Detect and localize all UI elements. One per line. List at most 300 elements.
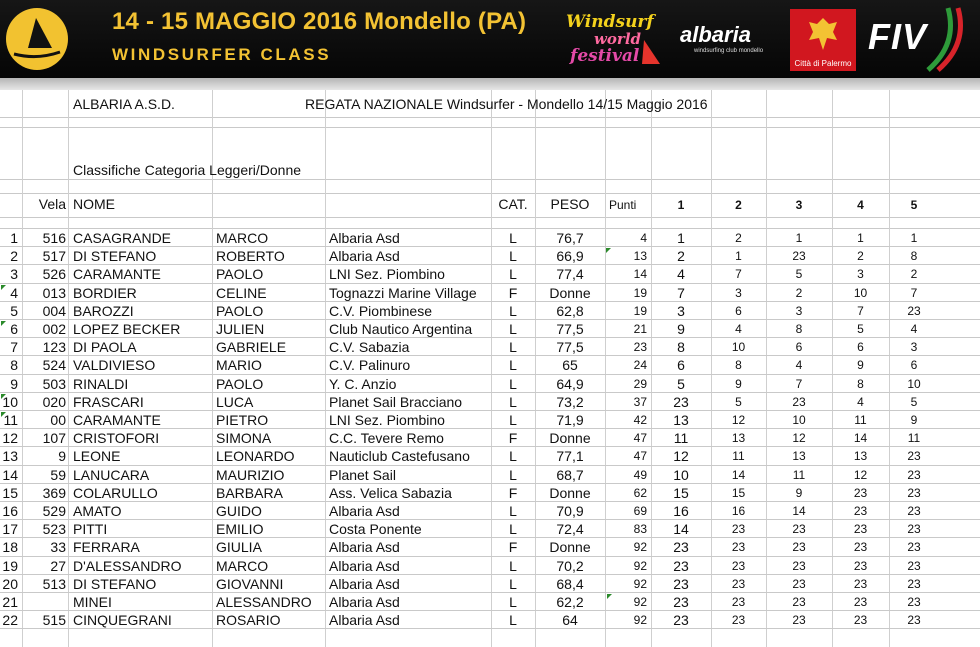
club-name: ALBARIA A.S.D. xyxy=(73,96,175,112)
festival-sail-icon xyxy=(640,38,662,68)
festival-line-1: Windsurf xyxy=(566,12,654,32)
cell-race-2: 1 xyxy=(735,249,742,264)
cell-race-5: 23 xyxy=(907,467,921,482)
cell-pos: 7 xyxy=(10,339,18,356)
cell-nome: MARCO xyxy=(216,230,269,246)
cell-race-5: 23 xyxy=(907,595,921,609)
cell-cat: L xyxy=(509,521,517,538)
cell-peso: Donne xyxy=(549,484,591,501)
cell-cat: L xyxy=(509,357,517,374)
cell-cognome: LANUCARA xyxy=(73,466,150,483)
cell-vela: 020 xyxy=(42,393,66,410)
cell-nome: PIETRO xyxy=(216,412,269,428)
cell-race-3: 11 xyxy=(792,467,806,482)
cell-race-3: 23 xyxy=(792,522,806,537)
cell-race-2: 4 xyxy=(735,322,742,336)
cell-pos: 22 xyxy=(2,612,18,629)
cell-cognome: CASAGRANDE xyxy=(73,230,172,246)
cell-nome: CELINE xyxy=(216,284,267,301)
cell-cognome: BORDIER xyxy=(73,284,137,301)
cell-nome: JULIEN xyxy=(216,321,265,337)
cell-cognome: MINEI xyxy=(73,594,112,610)
cell-race-4: 11 xyxy=(854,413,867,427)
cell-race-3: 10 xyxy=(792,413,806,427)
cell-vela: 123 xyxy=(42,339,66,356)
cell-pos: 20 xyxy=(2,575,18,592)
cell-cat: F xyxy=(508,430,518,447)
cell-cognome: DI STEFANO xyxy=(73,248,157,265)
cell-race-1: 4 xyxy=(677,266,685,283)
cell-pos: 14 xyxy=(2,466,18,483)
cell-vela: 529 xyxy=(42,503,66,519)
cell-punti: 92 xyxy=(633,558,647,573)
cell-pos: 8 xyxy=(10,357,18,374)
cell-vela: 513 xyxy=(42,575,66,592)
cell-punti: 69 xyxy=(633,504,647,518)
cell-punti: 4 xyxy=(640,231,647,245)
cell-race-4: 5 xyxy=(857,322,864,336)
cell-nome: LEONARDO xyxy=(216,448,295,465)
cell-race-3: 23 xyxy=(792,595,806,609)
cell-club: C.V. Sabazia xyxy=(329,339,410,356)
cell-nome: PAOLO xyxy=(216,302,264,319)
cell-vela: 27 xyxy=(50,557,66,574)
sheet-top-strip xyxy=(0,78,980,90)
cell-race-1: 13 xyxy=(673,412,689,428)
cell-race-4: 9 xyxy=(857,358,864,373)
cell-club: Costa Ponente xyxy=(329,521,422,538)
cell-nome: EMILIO xyxy=(216,521,264,538)
cell-punti: 24 xyxy=(633,358,647,373)
cell-peso: 70,2 xyxy=(556,557,584,574)
cell-cognome: LEONE xyxy=(73,448,121,465)
cell-race-3: 2 xyxy=(795,285,803,300)
cell-cognome: RINALDI xyxy=(73,375,129,392)
col-header-race-1: 1 xyxy=(677,198,685,212)
col-header-race-4: 4 xyxy=(857,198,864,212)
cell-vela: 515 xyxy=(42,612,66,629)
cell-nome: LUCA xyxy=(216,393,254,410)
col-header-nome: NOME xyxy=(73,196,115,212)
cell-race-2: 16 xyxy=(731,504,746,518)
cell-race-4: 6 xyxy=(857,340,864,355)
cell-nome: GIULIA xyxy=(216,539,262,556)
cell-vela: 523 xyxy=(42,521,66,538)
cell-race-2: 23 xyxy=(731,595,746,609)
cell-race-4: 3 xyxy=(857,267,864,282)
cell-cat: L xyxy=(509,375,517,392)
cell-race-4: 23 xyxy=(853,595,868,609)
cell-race-5: 1 xyxy=(910,231,918,245)
cell-peso: 77,5 xyxy=(556,321,584,337)
cell-cat: L xyxy=(509,594,517,610)
cell-race-1: 16 xyxy=(673,503,689,519)
cell-club: Albaria Asd xyxy=(329,503,400,519)
fiv-swoosh-icon xyxy=(918,4,974,74)
cell-race-1: 23 xyxy=(673,557,689,574)
cell-race-4: 23 xyxy=(853,576,868,591)
cell-race-5: 23 xyxy=(907,540,921,555)
cell-cognome: LOPEZ BECKER xyxy=(73,321,181,337)
cell-peso: 65 xyxy=(562,357,578,374)
col-header-punti: Punti xyxy=(609,198,637,212)
cell-race-4: 12 xyxy=(853,467,868,482)
cell-race-4: 2 xyxy=(857,249,864,264)
cell-race-4: 13 xyxy=(853,449,868,464)
cell-race-5: 23 xyxy=(907,485,921,500)
cell-pos: 5 xyxy=(10,302,18,319)
cell-punti: 47 xyxy=(633,431,647,446)
cell-cat: L xyxy=(509,230,517,246)
festival-line-2: world xyxy=(594,30,642,48)
cell-pos: 18 xyxy=(2,539,18,556)
cell-vela: 516 xyxy=(42,230,66,246)
cell-cat: L xyxy=(509,302,517,319)
cell-vela: 369 xyxy=(42,484,66,501)
cell-race-1: 14 xyxy=(673,521,689,538)
cell-vela: 524 xyxy=(42,357,66,374)
cell-nome: GUIDO xyxy=(216,503,262,519)
cell-race-1: 5 xyxy=(677,375,685,392)
cell-race-1: 6 xyxy=(677,357,685,374)
cell-pos: 12 xyxy=(2,430,18,447)
cell-race-4: 10 xyxy=(853,285,868,300)
col-header-race-2: 2 xyxy=(735,198,742,212)
col-header-race-5: 5 xyxy=(910,198,918,212)
cell-cat: L xyxy=(509,575,517,592)
cell-race-2: 11 xyxy=(732,449,745,464)
cell-race-3: 13 xyxy=(792,449,806,464)
cell-cognome: CARAMANTE xyxy=(73,266,161,283)
cell-race-2: 3 xyxy=(735,285,742,300)
cell-cat: L xyxy=(509,466,517,483)
cell-race-3: 7 xyxy=(795,376,803,391)
cell-race-3: 3 xyxy=(795,303,803,318)
cell-peso: Donne xyxy=(549,284,591,301)
cell-race-1: 3 xyxy=(677,302,685,319)
cell-race-5: 3 xyxy=(910,340,918,355)
cell-peso: 64,9 xyxy=(556,375,584,392)
cell-vela: 107 xyxy=(42,430,66,447)
cell-race-1: 23 xyxy=(673,539,689,556)
cell-cat: L xyxy=(509,266,517,283)
cell-punti: 21 xyxy=(633,322,647,336)
cell-peso: 62,2 xyxy=(556,594,584,610)
cell-race-3: 4 xyxy=(795,358,803,373)
cell-pos: 19 xyxy=(2,557,18,574)
cell-cognome: CARAMANTE xyxy=(73,412,161,428)
cell-pos: 21 xyxy=(2,594,18,610)
cell-race-5: 10 xyxy=(907,376,921,391)
cell-punti: 19 xyxy=(633,303,647,318)
cell-race-4: 1 xyxy=(857,231,864,245)
event-banner xyxy=(0,0,980,78)
cell-race-5: 6 xyxy=(910,358,918,373)
cell-club: LNI Sez. Piombino xyxy=(329,412,445,428)
cell-vela: 33 xyxy=(50,539,66,556)
cell-nome: GIOVANNI xyxy=(216,575,284,592)
cell-race-3: 6 xyxy=(795,340,803,355)
cell-peso: 68,4 xyxy=(556,575,584,592)
cell-vela: 00 xyxy=(50,412,66,428)
cell-cognome: DI PAOLA xyxy=(73,339,137,356)
palermo-eagle-icon xyxy=(805,14,841,56)
cell-race-1: 23 xyxy=(673,575,689,592)
cell-race-4: 14 xyxy=(853,431,868,446)
cell-cat: L xyxy=(509,393,517,410)
cell-club: Albaria Asd xyxy=(329,594,400,610)
cell-nome: ROSARIO xyxy=(216,612,281,629)
cell-vela: 59 xyxy=(50,466,66,483)
cell-race-5: 5 xyxy=(910,394,918,409)
cell-race-2: 9 xyxy=(735,376,742,391)
cell-race-5: 23 xyxy=(907,449,921,464)
cell-race-3: 23 xyxy=(792,540,806,555)
cell-race-5: 11 xyxy=(907,431,921,446)
cell-vela: 517 xyxy=(42,248,66,265)
cell-peso: 77,5 xyxy=(556,339,584,356)
standings-sheet xyxy=(0,78,980,647)
cell-race-5: 4 xyxy=(910,322,918,336)
comment-marker xyxy=(1,394,6,399)
comment-marker xyxy=(1,321,6,326)
cell-race-2: 23 xyxy=(731,558,746,573)
cell-peso: 77,1 xyxy=(556,448,584,465)
cell-club: Albaria Asd xyxy=(329,612,400,629)
cell-punti: 47 xyxy=(633,449,647,464)
comment-marker xyxy=(1,412,6,417)
cell-cognome: FRASCARI xyxy=(73,393,144,410)
cell-race-1: 23 xyxy=(673,612,689,629)
cell-race-5: 23 xyxy=(907,558,921,573)
cell-cat: L xyxy=(509,248,517,265)
cell-race-3: 23 xyxy=(792,249,806,264)
cell-punti: 37 xyxy=(633,394,647,409)
cell-cat: L xyxy=(509,448,517,465)
cell-race-3: 23 xyxy=(792,394,806,409)
col-header-vela: Vela xyxy=(38,196,66,212)
cell-punti: 23 xyxy=(633,340,647,355)
cell-pos: 9 xyxy=(10,375,18,392)
cell-pos: 13 xyxy=(2,448,18,465)
cell-peso: Donne xyxy=(549,430,591,447)
cell-club: Planet Sail Bracciano xyxy=(329,393,463,410)
cell-race-5: 23 xyxy=(907,613,921,628)
cell-punti: 83 xyxy=(633,522,647,537)
cell-punti: 92 xyxy=(633,595,647,609)
cell-peso: 68,7 xyxy=(556,466,584,483)
cell-race-2: 8 xyxy=(735,358,742,373)
cell-punti: 62 xyxy=(633,485,647,500)
cell-race-5: 23 xyxy=(907,504,921,518)
cell-nome: PAOLO xyxy=(216,266,264,283)
cell-race-1: 23 xyxy=(673,393,689,410)
comment-marker xyxy=(606,248,611,253)
citta-di-palermo-logo xyxy=(790,9,856,71)
cell-race-5: 8 xyxy=(910,249,918,264)
cell-pos: 1 xyxy=(10,230,18,246)
cell-race-2: 23 xyxy=(731,613,746,628)
cell-punti: 49 xyxy=(633,467,647,482)
banner-subtitle: WINDSURFER CLASS xyxy=(112,45,332,64)
cell-cognome: VALDIVIESO xyxy=(73,357,156,374)
cell-race-2: 7 xyxy=(735,267,742,282)
cell-race-4: 23 xyxy=(853,540,868,555)
cell-nome: SIMONA xyxy=(216,430,272,447)
cell-club: Nauticlub Castefusano xyxy=(329,448,470,465)
cell-club: Albaria Asd xyxy=(329,575,400,592)
cell-punti: 92 xyxy=(633,540,647,555)
cell-race-1: 9 xyxy=(677,321,685,337)
comment-marker xyxy=(607,594,612,599)
cell-race-4: 8 xyxy=(857,376,864,391)
cell-vela: 503 xyxy=(42,375,66,392)
cell-race-1: 1 xyxy=(677,230,685,246)
col-header-peso: PESO xyxy=(550,196,590,212)
sheet-row-spacer-2 xyxy=(0,180,980,194)
cell-race-2: 23 xyxy=(731,540,746,555)
cell-cognome: PITTI xyxy=(73,521,108,538)
cell-punti: 13 xyxy=(633,249,647,264)
cell-race-3: 12 xyxy=(792,431,806,446)
cell-race-3: 23 xyxy=(792,613,806,628)
cell-race-3: 23 xyxy=(792,558,806,573)
cell-peso: 64 xyxy=(562,612,578,629)
cell-race-2: 23 xyxy=(731,576,746,591)
albaria-logo xyxy=(680,18,780,60)
cell-race-2: 10 xyxy=(731,340,746,355)
cell-race-1: 7 xyxy=(677,284,685,301)
cell-cat: L xyxy=(509,412,517,428)
cell-race-4: 4 xyxy=(857,394,864,409)
cell-race-2: 2 xyxy=(735,231,742,245)
cell-race-1: 8 xyxy=(677,339,685,356)
cell-punti: 29 xyxy=(633,376,647,391)
cell-nome: MARIO xyxy=(216,357,262,374)
cell-cognome: D'ALESSANDRO xyxy=(73,557,182,574)
cell-vela: 013 xyxy=(42,284,66,301)
sheet-row-spacer-3 xyxy=(0,218,980,229)
cell-cat: F xyxy=(508,539,518,556)
cell-punti: 42 xyxy=(633,413,647,427)
cell-peso: 76,7 xyxy=(556,230,584,246)
windsurfer-sail-icon xyxy=(6,8,68,70)
albaria-wordmark: albaria xyxy=(680,22,751,47)
cell-race-5: 9 xyxy=(910,413,918,427)
cell-club: Ass. Velica Sabazia xyxy=(329,484,452,501)
cell-club: Albaria Asd xyxy=(329,557,400,574)
cell-race-1: 2 xyxy=(677,248,685,265)
cell-club: LNI Sez. Piombino xyxy=(329,266,445,283)
cell-nome: MARCO xyxy=(216,557,269,574)
cell-club: Albaria Asd xyxy=(329,230,400,246)
cell-peso: 71,9 xyxy=(556,412,584,428)
cell-punti: 14 xyxy=(633,267,647,282)
cell-race-3: 5 xyxy=(795,267,803,282)
cell-race-1: 12 xyxy=(673,448,689,465)
cell-race-1: 15 xyxy=(673,484,689,501)
cell-race-1: 11 xyxy=(673,430,689,447)
cell-race-2: 15 xyxy=(731,485,746,500)
cell-race-4: 23 xyxy=(853,485,868,500)
cell-cat: L xyxy=(509,557,517,574)
cell-race-5: 23 xyxy=(907,522,921,537)
festival-line-3: festival xyxy=(570,46,640,66)
col-header-cat: CAT. xyxy=(498,196,528,212)
cell-peso: 73,2 xyxy=(556,393,584,410)
cell-pos: 16 xyxy=(2,503,18,519)
cell-race-4: 7 xyxy=(857,303,864,318)
cell-club: Albaria Asd xyxy=(329,248,400,265)
cell-race-3: 8 xyxy=(795,322,803,336)
cell-race-4: 23 xyxy=(853,522,868,537)
cell-cognome: BAROZZI xyxy=(73,302,134,319)
cell-cognome: CRISTOFORI xyxy=(73,430,160,447)
category-title: Classifiche Categoria Leggeri/Donne xyxy=(73,162,302,178)
cell-race-2: 6 xyxy=(735,303,742,318)
cell-punti: 92 xyxy=(633,576,647,591)
cell-club: Albaria Asd xyxy=(329,539,400,556)
cell-race-4: 23 xyxy=(853,613,868,628)
cell-pos: 11 xyxy=(3,412,18,428)
cell-club: C.C. Tevere Remo xyxy=(329,430,444,447)
cell-vela: 9 xyxy=(58,448,66,465)
cell-club: Club Nautico Argentina xyxy=(329,321,473,337)
cell-race-3: 23 xyxy=(792,576,806,591)
cell-race-2: 5 xyxy=(735,394,742,409)
comment-marker xyxy=(1,285,6,290)
cell-pos: 15 xyxy=(2,484,18,501)
cell-cat: L xyxy=(509,612,517,629)
cell-punti: 92 xyxy=(633,613,647,628)
cell-cat: F xyxy=(508,484,518,501)
cell-club: C.V. Piombinese xyxy=(329,302,432,319)
cell-race-2: 13 xyxy=(731,431,746,446)
cell-cat: L xyxy=(509,503,517,519)
cell-vela: 526 xyxy=(42,266,66,283)
cell-cognome: COLARULLO xyxy=(73,484,158,501)
event-title: REGATA NAZIONALE Windsurfer - Mondello 14/15 Maggio 2016 xyxy=(305,96,708,112)
cell-race-4: 23 xyxy=(853,558,868,573)
cell-race-5: 2 xyxy=(910,267,918,282)
cell-pos: 10 xyxy=(2,393,18,410)
cell-race-2: 12 xyxy=(731,413,746,427)
cell-nome: MAURIZIO xyxy=(216,466,285,483)
cell-peso: 66,9 xyxy=(556,248,584,265)
cell-race-5: 7 xyxy=(910,285,918,300)
cell-race-4: 23 xyxy=(853,504,868,518)
cell-club: Planet Sail xyxy=(329,466,396,483)
cell-club: Y. C. Anzio xyxy=(329,375,397,392)
windsurf-world-festival-logo xyxy=(566,10,666,70)
cell-nome: ALESSANDRO xyxy=(216,594,312,610)
cell-cognome: DI STEFANO xyxy=(73,575,157,592)
cell-club: C.V. Palinuro xyxy=(329,357,411,374)
col-header-race-3: 3 xyxy=(795,198,803,212)
banner-title: 14 - 15 MAGGIO 2016 Mondello (PA) xyxy=(112,8,527,35)
cell-pos: 17 xyxy=(2,521,18,538)
cell-cognome: CINQUEGRANI xyxy=(73,612,172,629)
cell-pos: 6 xyxy=(10,321,18,337)
cell-race-1: 10 xyxy=(673,466,689,483)
cell-pos: 2 xyxy=(10,248,18,265)
cell-club: Tognazzi Marine Village xyxy=(329,284,477,301)
cell-cat: L xyxy=(509,321,517,337)
cell-nome: BARBARA xyxy=(216,484,283,501)
cell-cat: F xyxy=(508,284,518,301)
cell-nome: GABRIELE xyxy=(216,339,287,356)
cell-vela: 004 xyxy=(42,302,66,319)
